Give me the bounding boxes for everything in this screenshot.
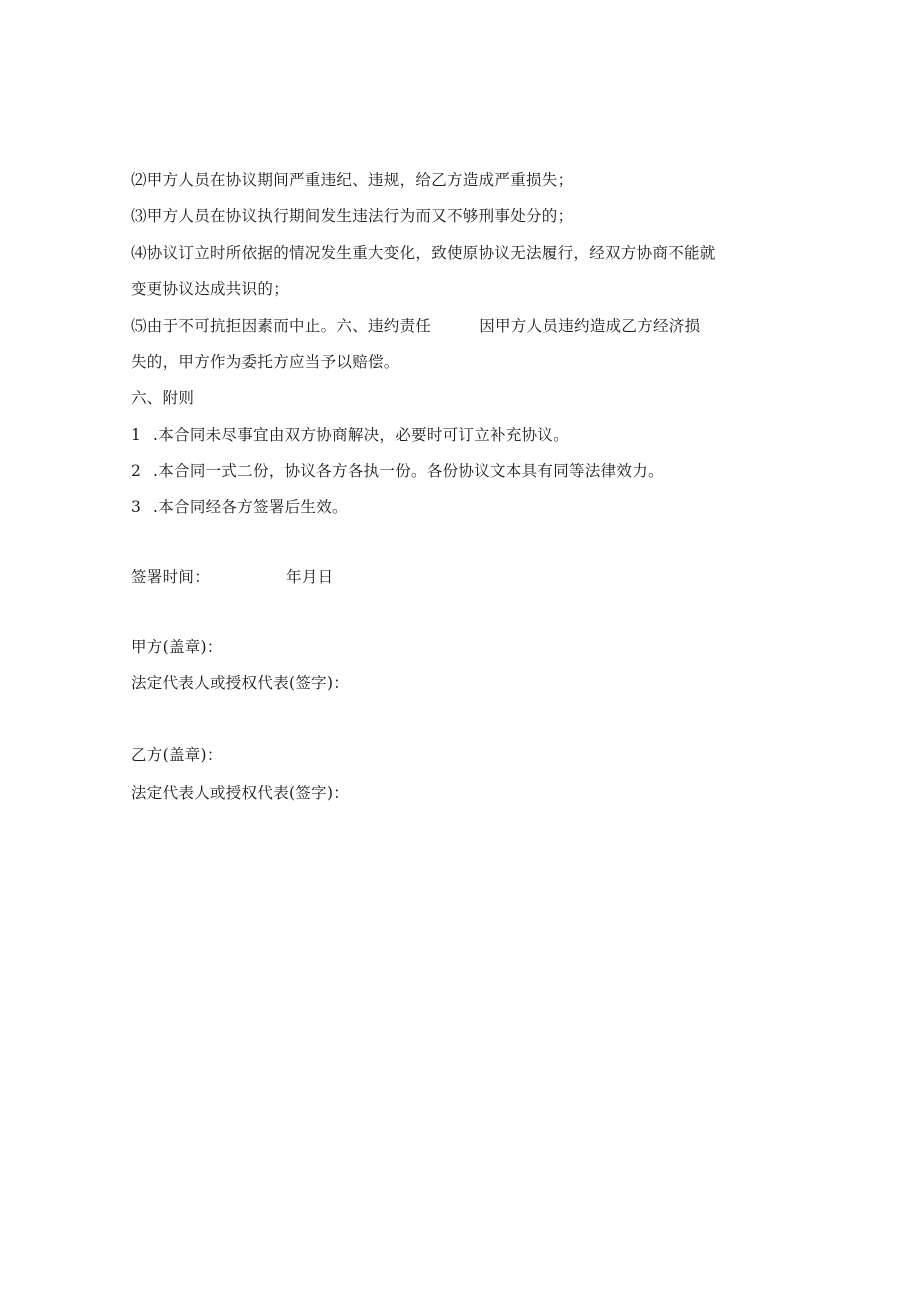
signing-date: 年月日: [286, 568, 334, 586]
clause-5-line-1: [131, 316, 700, 336]
clause-2: ⑵甲方人员在协议期间严重违纪、违规，给乙方造成严重损失；: [131, 171, 574, 189]
appendix-heading: 六、附则: [131, 389, 195, 407]
clause-3: ⑶甲方人员在协议执行期间发生违法行为而又不够刑事处分的；: [131, 207, 574, 225]
signing-time-label: 签署时间：: [131, 568, 211, 586]
party-b-rep-label: 法定代表人或授权代表(签字)：: [131, 784, 350, 802]
clause-5-tail: 因甲方人员违约造成乙方经济损: [479, 317, 701, 335]
appendix-item: [131, 461, 664, 481]
appendix-item-number: 1: [131, 426, 142, 444]
appendix-item-text: .本合同经各方签署后生效。: [153, 498, 348, 516]
clause-5-line-2: 失的，甲方作为委托方应当予以赔偿。: [131, 353, 400, 371]
clause-4-line-1: ⑷协议订立时所依据的情况发生重大变化，致使原协议无法履行，经双方协商不能就: [131, 244, 716, 262]
appendix-item-text: .本合同未尽事宜由双方协商解决，必要时可订立补充协议。: [153, 426, 570, 444]
party-a-rep-label: 法定代表人或授权代表(签字)：: [131, 674, 350, 692]
clause-5-head: ⑸由于不可抗拒因素而中止。六、违约责任: [131, 317, 432, 335]
party-a-seal-label: 甲方(盖章)：: [131, 638, 223, 656]
appendix-item-text: .本合同一式二份，协议各方各执一份。各份协议文本具有同等法律效力。: [153, 462, 664, 480]
party-b-seal-label: 乙方(盖章)：: [131, 746, 223, 764]
signing-time: [131, 567, 333, 587]
appendix-item-number: 2: [131, 462, 142, 480]
appendix-item: [131, 497, 348, 517]
appendix-item: [131, 425, 569, 445]
clause-4-line-2: 变更协议达成共识的；: [131, 280, 290, 298]
appendix-item-number: 3: [131, 498, 142, 516]
